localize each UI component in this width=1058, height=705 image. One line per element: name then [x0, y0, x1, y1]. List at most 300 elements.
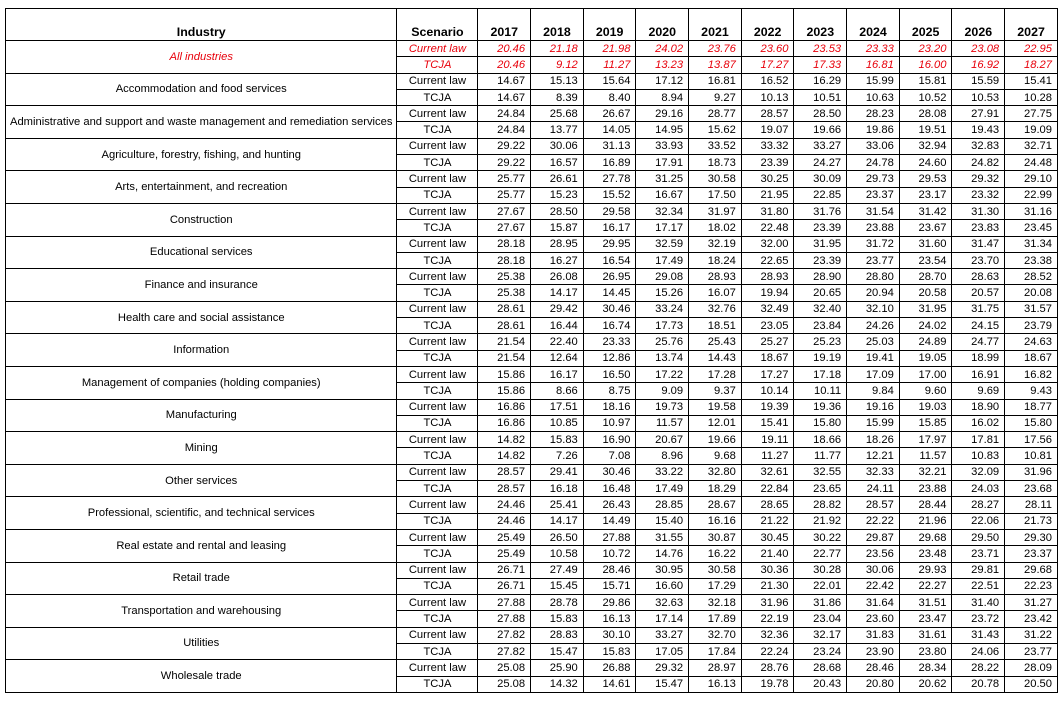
rate-cell-2017: 14.82: [478, 448, 531, 464]
rate-cell-2022: 32.00: [741, 236, 794, 252]
rate-cell-2026: 24.03: [952, 481, 1005, 497]
industry-name: Professional, scientific, and technical services: [6, 497, 397, 530]
rate-cell-2018: 15.87: [531, 220, 584, 236]
rate-cell-2026: 23.32: [952, 187, 1005, 203]
scenario-current-law: Current law: [397, 138, 478, 154]
table-row: [6, 73, 1058, 89]
rate-cell-2022: 17.27: [741, 57, 794, 73]
tax-rate-table-container: [5, 8, 1058, 693]
rate-cell-2021: 32.18: [689, 595, 742, 611]
rate-cell-2023: 17.18: [794, 366, 847, 382]
table-row: [6, 366, 1058, 382]
rate-cell-2023: 23.39: [794, 220, 847, 236]
rate-cell-2025: 23.17: [899, 187, 952, 203]
rate-cell-2026: 24.15: [952, 318, 1005, 334]
rate-cell-2026: 28.63: [952, 269, 1005, 285]
rate-cell-2024: 32.10: [847, 301, 900, 317]
rate-cell-2018: 29.41: [531, 464, 584, 480]
rate-cell-2023: 31.76: [794, 203, 847, 219]
rate-cell-2026: 23.72: [952, 611, 1005, 627]
industry-name: Management of companies (holding companies): [6, 366, 397, 399]
rate-cell-2020: 17.12: [636, 73, 689, 89]
rate-cell-2024: 23.90: [847, 643, 900, 659]
rate-cell-2022: 31.96: [741, 595, 794, 611]
scenario-current-law: Current law: [397, 203, 478, 219]
rate-cell-2022: 18.67: [741, 350, 794, 366]
table-row: [6, 171, 1058, 187]
rate-cell-2019: 16.74: [583, 318, 636, 334]
rate-cell-2023: 23.53: [794, 41, 847, 57]
rate-cell-2025: 31.60: [899, 236, 952, 252]
rate-cell-2026: 19.43: [952, 122, 1005, 138]
rate-cell-2027: 31.22: [1005, 627, 1058, 643]
rate-cell-2022: 30.25: [741, 171, 794, 187]
rate-cell-2022: 11.27: [741, 448, 794, 464]
rate-cell-2017: 28.57: [478, 464, 531, 480]
rate-cell-2024: 23.56: [847, 546, 900, 562]
rate-cell-2019: 14.49: [583, 513, 636, 529]
table-row: [6, 595, 1058, 611]
rate-cell-2021: 33.52: [689, 138, 742, 154]
rate-cell-2022: 28.65: [741, 497, 794, 513]
rate-cell-2019: 15.71: [583, 578, 636, 594]
rate-cell-2026: 27.91: [952, 106, 1005, 122]
rate-cell-2019: 16.90: [583, 432, 636, 448]
rate-cell-2023: 19.36: [794, 399, 847, 415]
rate-cell-2024: 19.86: [847, 122, 900, 138]
rate-cell-2018: 15.13: [531, 73, 584, 89]
rate-cell-2025: 24.89: [899, 334, 952, 350]
scenario-tcja: TCJA: [397, 57, 478, 73]
rate-cell-2022: 21.40: [741, 546, 794, 562]
scenario-tcja: TCJA: [397, 220, 478, 236]
rate-cell-2019: 16.50: [583, 366, 636, 382]
rate-cell-2021: 14.43: [689, 350, 742, 366]
year-header-2023: 2023: [794, 9, 847, 41]
industry-name: Manufacturing: [6, 399, 397, 432]
industry-name: Real estate and rental and leasing: [6, 529, 397, 562]
rate-cell-2024: 18.26: [847, 432, 900, 448]
rate-cell-2017: 25.38: [478, 285, 531, 301]
rate-cell-2024: 19.41: [847, 350, 900, 366]
rate-cell-2021: 12.01: [689, 415, 742, 431]
scenario-tcja: TCJA: [397, 187, 478, 203]
rate-cell-2023: 15.80: [794, 415, 847, 431]
rate-cell-2021: 25.43: [689, 334, 742, 350]
rate-cell-2023: 31.95: [794, 236, 847, 252]
rate-cell-2026: 18.99: [952, 350, 1005, 366]
scenario-current-law: Current law: [397, 529, 478, 545]
rate-cell-2022: 30.45: [741, 529, 794, 545]
scenario-current-law: Current law: [397, 171, 478, 187]
rate-cell-2018: 15.83: [531, 432, 584, 448]
rate-cell-2026: 9.69: [952, 383, 1005, 399]
rate-cell-2024: 23.88: [847, 220, 900, 236]
rate-cell-2018: 7.26: [531, 448, 584, 464]
rate-cell-2017: 24.84: [478, 106, 531, 122]
rate-cell-2017: 15.86: [478, 366, 531, 382]
rate-cell-2017: 27.67: [478, 220, 531, 236]
rate-cell-2019: 26.95: [583, 269, 636, 285]
rate-cell-2025: 28.70: [899, 269, 952, 285]
scenario-tcja: TCJA: [397, 611, 478, 627]
rate-cell-2026: 16.91: [952, 366, 1005, 382]
table-row: [6, 41, 1058, 57]
rate-cell-2021: 19.58: [689, 399, 742, 415]
rate-cell-2021: 13.87: [689, 57, 742, 73]
rate-cell-2021: 16.13: [689, 676, 742, 692]
rate-cell-2027: 31.57: [1005, 301, 1058, 317]
rate-cell-2023: 24.27: [794, 155, 847, 171]
rate-cell-2026: 29.32: [952, 171, 1005, 187]
rate-cell-2019: 15.64: [583, 73, 636, 89]
scenario-tcja: TCJA: [397, 155, 478, 171]
rate-cell-2023: 18.66: [794, 432, 847, 448]
rate-cell-2022: 32.49: [741, 301, 794, 317]
rate-cell-2025: 29.53: [899, 171, 952, 187]
rate-cell-2020: 17.05: [636, 643, 689, 659]
rate-cell-2027: 22.99: [1005, 187, 1058, 203]
rate-cell-2026: 32.09: [952, 464, 1005, 480]
rate-cell-2024: 23.60: [847, 611, 900, 627]
scenario-tcja: TCJA: [397, 546, 478, 562]
table-row: [6, 464, 1058, 480]
rate-cell-2027: 23.42: [1005, 611, 1058, 627]
rate-cell-2021: 9.27: [689, 89, 742, 105]
rate-cell-2026: 32.83: [952, 138, 1005, 154]
rate-cell-2023: 30.22: [794, 529, 847, 545]
rate-cell-2024: 24.78: [847, 155, 900, 171]
rate-cell-2019: 18.16: [583, 399, 636, 415]
rate-cell-2023: 22.77: [794, 546, 847, 562]
rate-cell-2020: 28.85: [636, 497, 689, 513]
scenario-current-law: Current law: [397, 366, 478, 382]
rate-cell-2024: 29.87: [847, 529, 900, 545]
rate-cell-2020: 13.74: [636, 350, 689, 366]
rate-cell-2024: 31.83: [847, 627, 900, 643]
rate-cell-2026: 28.27: [952, 497, 1005, 513]
rate-cell-2026: 23.83: [952, 220, 1005, 236]
rate-cell-2017: 20.46: [478, 57, 531, 73]
rate-cell-2022: 19.94: [741, 285, 794, 301]
scenario-current-law: Current law: [397, 301, 478, 317]
rate-cell-2017: 25.49: [478, 546, 531, 562]
rate-cell-2025: 17.97: [899, 432, 952, 448]
rate-cell-2021: 31.97: [689, 203, 742, 219]
rate-cell-2018: 16.44: [531, 318, 584, 334]
scenario-current-law: Current law: [397, 106, 478, 122]
rate-cell-2027: 23.37: [1005, 546, 1058, 562]
rate-cell-2025: 17.00: [899, 366, 952, 382]
rate-cell-2023: 23.24: [794, 643, 847, 659]
rate-cell-2025: 23.47: [899, 611, 952, 627]
rate-cell-2018: 10.85: [531, 415, 584, 431]
rate-cell-2019: 21.98: [583, 41, 636, 57]
industry-header: Industry: [6, 9, 397, 41]
rate-cell-2026: 29.81: [952, 562, 1005, 578]
rate-cell-2027: 23.45: [1005, 220, 1058, 236]
rate-cell-2027: 9.43: [1005, 383, 1058, 399]
rate-cell-2027: 31.27: [1005, 595, 1058, 611]
rate-cell-2025: 19.05: [899, 350, 952, 366]
rate-cell-2020: 33.22: [636, 464, 689, 480]
rate-cell-2020: 31.25: [636, 171, 689, 187]
rate-cell-2020: 32.63: [636, 595, 689, 611]
rate-cell-2018: 15.83: [531, 611, 584, 627]
rate-cell-2025: 32.21: [899, 464, 952, 480]
rate-cell-2025: 31.95: [899, 301, 952, 317]
rate-cell-2025: 23.88: [899, 481, 952, 497]
rate-cell-2018: 15.47: [531, 643, 584, 659]
rate-cell-2026: 24.82: [952, 155, 1005, 171]
rate-cell-2020: 32.59: [636, 236, 689, 252]
rate-cell-2025: 16.00: [899, 57, 952, 73]
table-row: [6, 301, 1058, 317]
rate-cell-2020: 8.94: [636, 89, 689, 105]
rate-cell-2021: 9.68: [689, 448, 742, 464]
rate-cell-2025: 19.51: [899, 122, 952, 138]
scenario-current-law: Current law: [397, 660, 478, 676]
rate-cell-2027: 29.68: [1005, 562, 1058, 578]
rate-cell-2023: 22.85: [794, 187, 847, 203]
rate-cell-2021: 18.73: [689, 155, 742, 171]
rate-cell-2022: 21.22: [741, 513, 794, 529]
rate-cell-2021: 32.76: [689, 301, 742, 317]
rate-cell-2026: 31.47: [952, 236, 1005, 252]
rate-cell-2020: 16.67: [636, 187, 689, 203]
industry-name: Administrative and support and waste management and remediation services: [6, 106, 397, 139]
rate-cell-2022: 19.78: [741, 676, 794, 692]
scenario-tcja: TCJA: [397, 415, 478, 431]
rate-cell-2021: 30.87: [689, 529, 742, 545]
rate-cell-2027: 21.73: [1005, 513, 1058, 529]
year-header-2019: 2019: [583, 9, 636, 41]
rate-cell-2017: 27.88: [478, 595, 531, 611]
rate-cell-2024: 22.22: [847, 513, 900, 529]
rate-cell-2019: 11.27: [583, 57, 636, 73]
rate-cell-2017: 24.46: [478, 497, 531, 513]
industry-name: Information: [6, 334, 397, 367]
rate-cell-2019: 16.17: [583, 220, 636, 236]
rate-cell-2019: 15.83: [583, 643, 636, 659]
rate-cell-2026: 22.06: [952, 513, 1005, 529]
rate-cell-2018: 26.50: [531, 529, 584, 545]
rate-cell-2025: 23.20: [899, 41, 952, 57]
rate-cell-2021: 30.58: [689, 562, 742, 578]
rate-cell-2025: 29.93: [899, 562, 952, 578]
industry-name: Finance and insurance: [6, 269, 397, 302]
rate-cell-2027: 18.77: [1005, 399, 1058, 415]
rate-cell-2023: 23.39: [794, 252, 847, 268]
scenario-tcja: TCJA: [397, 122, 478, 138]
rate-cell-2018: 8.39: [531, 89, 584, 105]
scenario-current-law: Current law: [397, 399, 478, 415]
rate-cell-2017: 16.86: [478, 399, 531, 415]
rate-cell-2025: 23.80: [899, 643, 952, 659]
rate-cell-2017: 25.38: [478, 269, 531, 285]
rate-cell-2026: 31.75: [952, 301, 1005, 317]
scenario-header: Scenario: [397, 9, 478, 41]
rate-cell-2027: 18.27: [1005, 57, 1058, 73]
rate-cell-2024: 10.63: [847, 89, 900, 105]
rate-cell-2017: 29.22: [478, 155, 531, 171]
rate-cell-2021: 17.84: [689, 643, 742, 659]
rate-cell-2021: 28.77: [689, 106, 742, 122]
rate-cell-2018: 14.32: [531, 676, 584, 692]
rate-cell-2017: 27.88: [478, 611, 531, 627]
rate-cell-2020: 30.95: [636, 562, 689, 578]
rate-cell-2020: 25.76: [636, 334, 689, 350]
rate-cell-2017: 16.86: [478, 415, 531, 431]
rate-cell-2020: 19.73: [636, 399, 689, 415]
rate-cell-2021: 16.16: [689, 513, 742, 529]
year-header-2026: 2026: [952, 9, 1005, 41]
rate-cell-2017: 24.46: [478, 513, 531, 529]
rate-cell-2018: 9.12: [531, 57, 584, 73]
rate-cell-2027: 17.56: [1005, 432, 1058, 448]
rate-cell-2025: 15.81: [899, 73, 952, 89]
rate-cell-2027: 24.63: [1005, 334, 1058, 350]
rate-cell-2020: 13.23: [636, 57, 689, 73]
rate-cell-2017: 14.67: [478, 89, 531, 105]
rate-cell-2027: 10.28: [1005, 89, 1058, 105]
rate-cell-2022: 22.84: [741, 481, 794, 497]
rate-cell-2027: 19.09: [1005, 122, 1058, 138]
table-row: [6, 627, 1058, 643]
year-header-2018: 2018: [531, 9, 584, 41]
rate-cell-2025: 23.54: [899, 252, 952, 268]
year-header-2022: 2022: [741, 9, 794, 41]
rate-cell-2024: 20.80: [847, 676, 900, 692]
rate-cell-2025: 22.27: [899, 578, 952, 594]
rate-cell-2020: 16.60: [636, 578, 689, 594]
rate-cell-2027: 27.75: [1005, 106, 1058, 122]
scenario-current-law: Current law: [397, 627, 478, 643]
scenario-tcja: TCJA: [397, 383, 478, 399]
rate-cell-2026: 31.43: [952, 627, 1005, 643]
scenario-current-law: Current law: [397, 269, 478, 285]
industry-name: Mining: [6, 432, 397, 465]
rate-cell-2017: 27.67: [478, 203, 531, 219]
rate-cell-2023: 17.33: [794, 57, 847, 73]
rate-cell-2018: 10.58: [531, 546, 584, 562]
rate-cell-2024: 23.77: [847, 252, 900, 268]
rate-cell-2023: 20.43: [794, 676, 847, 692]
rate-cell-2025: 15.85: [899, 415, 952, 431]
table-row: [6, 529, 1058, 545]
rate-cell-2022: 22.19: [741, 611, 794, 627]
rate-cell-2018: 26.61: [531, 171, 584, 187]
rate-cell-2019: 10.97: [583, 415, 636, 431]
rate-cell-2021: 17.28: [689, 366, 742, 382]
rate-cell-2025: 10.52: [899, 89, 952, 105]
rate-cell-2024: 15.99: [847, 73, 900, 89]
rate-cell-2024: 23.37: [847, 187, 900, 203]
rate-cell-2025: 24.60: [899, 155, 952, 171]
rate-cell-2020: 15.40: [636, 513, 689, 529]
rate-cell-2022: 28.93: [741, 269, 794, 285]
table-row: [6, 334, 1058, 350]
rate-cell-2019: 29.86: [583, 595, 636, 611]
rate-cell-2024: 23.33: [847, 41, 900, 57]
rate-cell-2018: 15.23: [531, 187, 584, 203]
rate-cell-2020: 15.47: [636, 676, 689, 692]
year-header-2024: 2024: [847, 9, 900, 41]
rate-cell-2025: 23.48: [899, 546, 952, 562]
rate-cell-2017: 25.77: [478, 171, 531, 187]
scenario-current-law: Current law: [397, 432, 478, 448]
rate-cell-2024: 28.46: [847, 660, 900, 676]
rate-cell-2026: 22.51: [952, 578, 1005, 594]
table-row: [6, 660, 1058, 676]
rate-cell-2025: 24.02: [899, 318, 952, 334]
rate-cell-2023: 20.65: [794, 285, 847, 301]
rate-cell-2019: 16.48: [583, 481, 636, 497]
rate-cell-2019: 29.95: [583, 236, 636, 252]
scenario-tcja: TCJA: [397, 89, 478, 105]
rate-cell-2027: 10.81: [1005, 448, 1058, 464]
rate-cell-2026: 15.59: [952, 73, 1005, 89]
rate-cell-2020: 17.49: [636, 481, 689, 497]
rate-cell-2020: 14.95: [636, 122, 689, 138]
rate-cell-2017: 14.67: [478, 73, 531, 89]
rate-cell-2020: 33.93: [636, 138, 689, 154]
rate-cell-2026: 31.40: [952, 595, 1005, 611]
rate-cell-2024: 32.33: [847, 464, 900, 480]
rate-cell-2026: 23.71: [952, 546, 1005, 562]
industry-name: Accommodation and food services: [6, 73, 397, 106]
rate-cell-2020: 29.32: [636, 660, 689, 676]
rate-cell-2022: 32.36: [741, 627, 794, 643]
rate-cell-2018: 21.18: [531, 41, 584, 57]
rate-cell-2020: 29.16: [636, 106, 689, 122]
scenario-tcja: TCJA: [397, 285, 478, 301]
rate-cell-2019: 8.75: [583, 383, 636, 399]
rate-cell-2022: 19.11: [741, 432, 794, 448]
rate-cell-2023: 22.01: [794, 578, 847, 594]
rate-cell-2017: 20.46: [478, 41, 531, 57]
rate-cell-2024: 29.73: [847, 171, 900, 187]
rate-cell-2026: 20.78: [952, 676, 1005, 692]
rate-cell-2021: 16.22: [689, 546, 742, 562]
rate-cell-2024: 19.16: [847, 399, 900, 415]
rate-cell-2017: 25.77: [478, 187, 531, 203]
rate-cell-2027: 23.38: [1005, 252, 1058, 268]
rate-cell-2026: 23.70: [952, 252, 1005, 268]
rate-cell-2025: 11.57: [899, 448, 952, 464]
rate-cell-2027: 31.96: [1005, 464, 1058, 480]
rate-cell-2018: 29.42: [531, 301, 584, 317]
rate-cell-2022: 28.76: [741, 660, 794, 676]
rate-cell-2023: 32.55: [794, 464, 847, 480]
rate-cell-2027: 23.79: [1005, 318, 1058, 334]
rate-cell-2023: 28.50: [794, 106, 847, 122]
rate-cell-2024: 30.06: [847, 562, 900, 578]
rate-cell-2019: 10.72: [583, 546, 636, 562]
rate-cell-2022: 17.27: [741, 366, 794, 382]
rate-cell-2018: 28.50: [531, 203, 584, 219]
rate-cell-2027: 28.52: [1005, 269, 1058, 285]
industry-name: Construction: [6, 203, 397, 236]
rate-cell-2017: 25.08: [478, 660, 531, 676]
rate-cell-2020: 8.96: [636, 448, 689, 464]
rate-cell-2021: 18.24: [689, 252, 742, 268]
rate-cell-2017: 28.61: [478, 301, 531, 317]
rate-cell-2017: 28.18: [478, 236, 531, 252]
rate-cell-2019: 16.13: [583, 611, 636, 627]
industry-name: All industries: [6, 41, 397, 74]
scenario-current-law: Current law: [397, 595, 478, 611]
